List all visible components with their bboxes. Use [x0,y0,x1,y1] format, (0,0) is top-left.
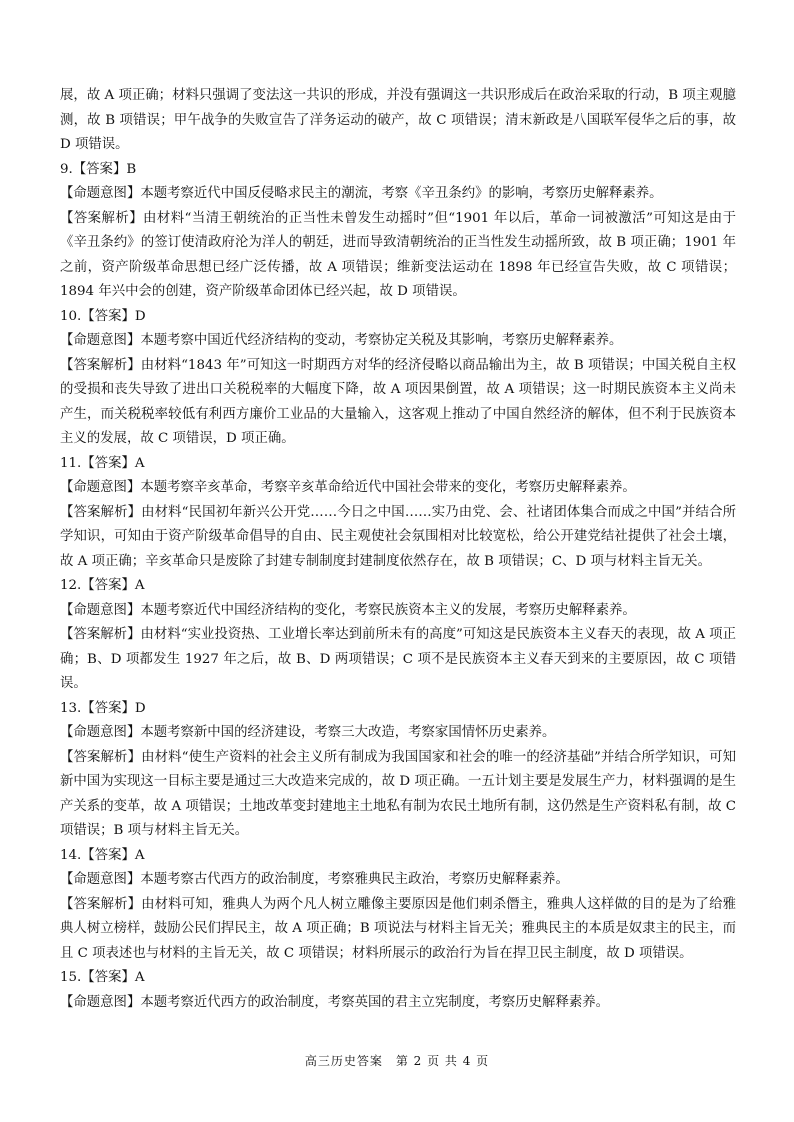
answer-item [60,452,736,575]
answer-item-answer: 10.【答案】D [60,308,146,324]
answer-item-intent: 【命题意图】本题考察近代西方的政治制度，考察英国的君主立宪制度，考察历史解释素养。 [60,994,610,1010]
answer-item [60,844,736,967]
answer-item-answer: 11.【答案】A [60,455,145,471]
answer-item [60,574,736,697]
answer-item-analysis: 【答案解析】由材料“实业投资热、工业增长率达到前所未有的高度”可知这是民族资本主义春天的表现，故 A 项正确；B、D 项都发生 1927 年之后，故 B、D 两项错误；C 项不是民族资本主义春天到来的主要原因，故 C 项错误。 [60,627,736,691]
answer-item [60,697,736,844]
answer-items [60,158,736,1016]
answer-item-intent: 【命题意图】本题考察近代中国反侵略求民主的潮流，考察《辛丑条约》的影响，考察历史解释素养。 [60,186,663,201]
answer-item-intent: 【命题意图】本题考察中国近代经济结构的变动，考察协定关税及其影响，考察历史解释素养。 [60,333,623,348]
answer-item-analysis: 【答案解析】由材料“使生产资料的社会主义所有制成为我国国家和社会的唯一的经济基础”并结合所学知识，可知新中国为实现这一目标主要是通过三大改造来完成的，故 D 项正确。一五计划主要是发展生产力，材料强调的是生产关系的变革，故 A 项错误；土地改革变封建地主土地私有制为农民土地所有制，这仍然是生产资料私有制，故 C 项错误；B 项与材料主旨无关。 [60,749,736,838]
answer-item-intent: 【命题意图】本题考察古代西方的政治制度，考察雅典民主政治，考察历史解释素养。 [60,872,569,887]
answer-item-analysis: 【答案解析】由材料“当清王朝统治的正当性未曾发生动摇时”但“1901 年以后，革命一词被激活”可知这是由于《辛丑条约》的签订使清政府沦为洋人的朝廷，进而导致清朝统治的正当性发生动摇所致，故 B 项正确；1901 年之前，资产阶级革命思想已经广泛传播，故 A 项错误；维新变法运动在 1898 年已经宣告失败，故 C 项错误；1894 年兴中会的创建，资产阶级革命团体已经兴起，故 D 项错误。 [60,210,736,299]
page-footer: 高三历史答案 第 2 页 共 4 页 [304,1054,490,1068]
answer-item-intent: 【命题意图】本题考察近代中国经济结构的变化，考察民族资本主义的发展，考察历史解释素养。 [60,602,636,618]
answer-item-answer: 12.【答案】A [60,578,145,593]
answer-item-answer: 9.【答案】B [60,161,137,177]
answer-item-intent: 【命题意图】本题考察新中国的经济建设，考察三大改造，考察家国情怀历史素养。 [60,725,556,740]
intro-paragraph: 展，故 A 项正确；材料只强调了变法这一共识的形成，并没有强调这一共识形成后在政治采取的行动，B 项主观臆测，故 B 项错误；甲午战争的失败宣告了洋务运动的破产，故 C 项错误；清末新政是八国联军侵华之后的事，故 D 项错误。 [60,88,736,152]
answer-item-intent: 【命题意图】本题考察辛亥革命，考察辛亥革命给近代中国社会带来的变化，考察历史解释素养。 [60,480,636,495]
answer-item-analysis: 【答案解析】由材料可知，雅典人为两个凡人树立雕像主要原因是他们刺杀僭主，雅典人这样做的目的是为了给雅典人树立榜样，鼓励公民们捍民主，故 A 项正确；B 项说法与材料主旨无关；雅典民主的本质是奴隶主的民主，而且 C 项表述也与材料的主旨无关，故 C 项错误；材料所展示的政治行为旨在捍卫民主制度，故 D 项错误。 [60,896,736,961]
answer-item [60,305,736,452]
answer-item-answer: 13.【答案】D [60,700,146,716]
answer-item-answer: 14.【答案】A [60,847,145,863]
answer-item-analysis: 【答案解析】由材料“民国初年新兴公开党……今日之中国……实乃由党、会、社诸团体集合而成之中国”并结合所学知识，可知由于资产阶级革命倡导的自由、民主观使社会氛围相对比较宽松，给公开建党结社提供了社会土壤，故 A 项正确；辛亥革命只是废除了封建专制制度封建制度依然存在，故 B 项错误；C、D 项与材料主旨无关。 [60,504,736,569]
answer-item [60,966,736,1015]
answer-item [60,158,736,305]
answer-page [60,84,736,1015]
answer-item-answer: 15.【答案】A [60,970,145,985]
answer-item-analysis: 【答案解析】由材料“1843 年”可知这一时期西方对华的经济侵略以商品输出为主，故 B 项错误；中国关税自主权的受损和丧失导致了进出口关税税率的大幅度下降，故 A 项因果倒置，故 A 项错误；这一时期民族资本主义尚未产生，而关税税率较低有利西方廉价工业品的大量输入，这客观上推动了中国自然经济的解体，但不利于民族资本主义的发展，故 C 项错误，D 项正确。 [60,357,736,446]
